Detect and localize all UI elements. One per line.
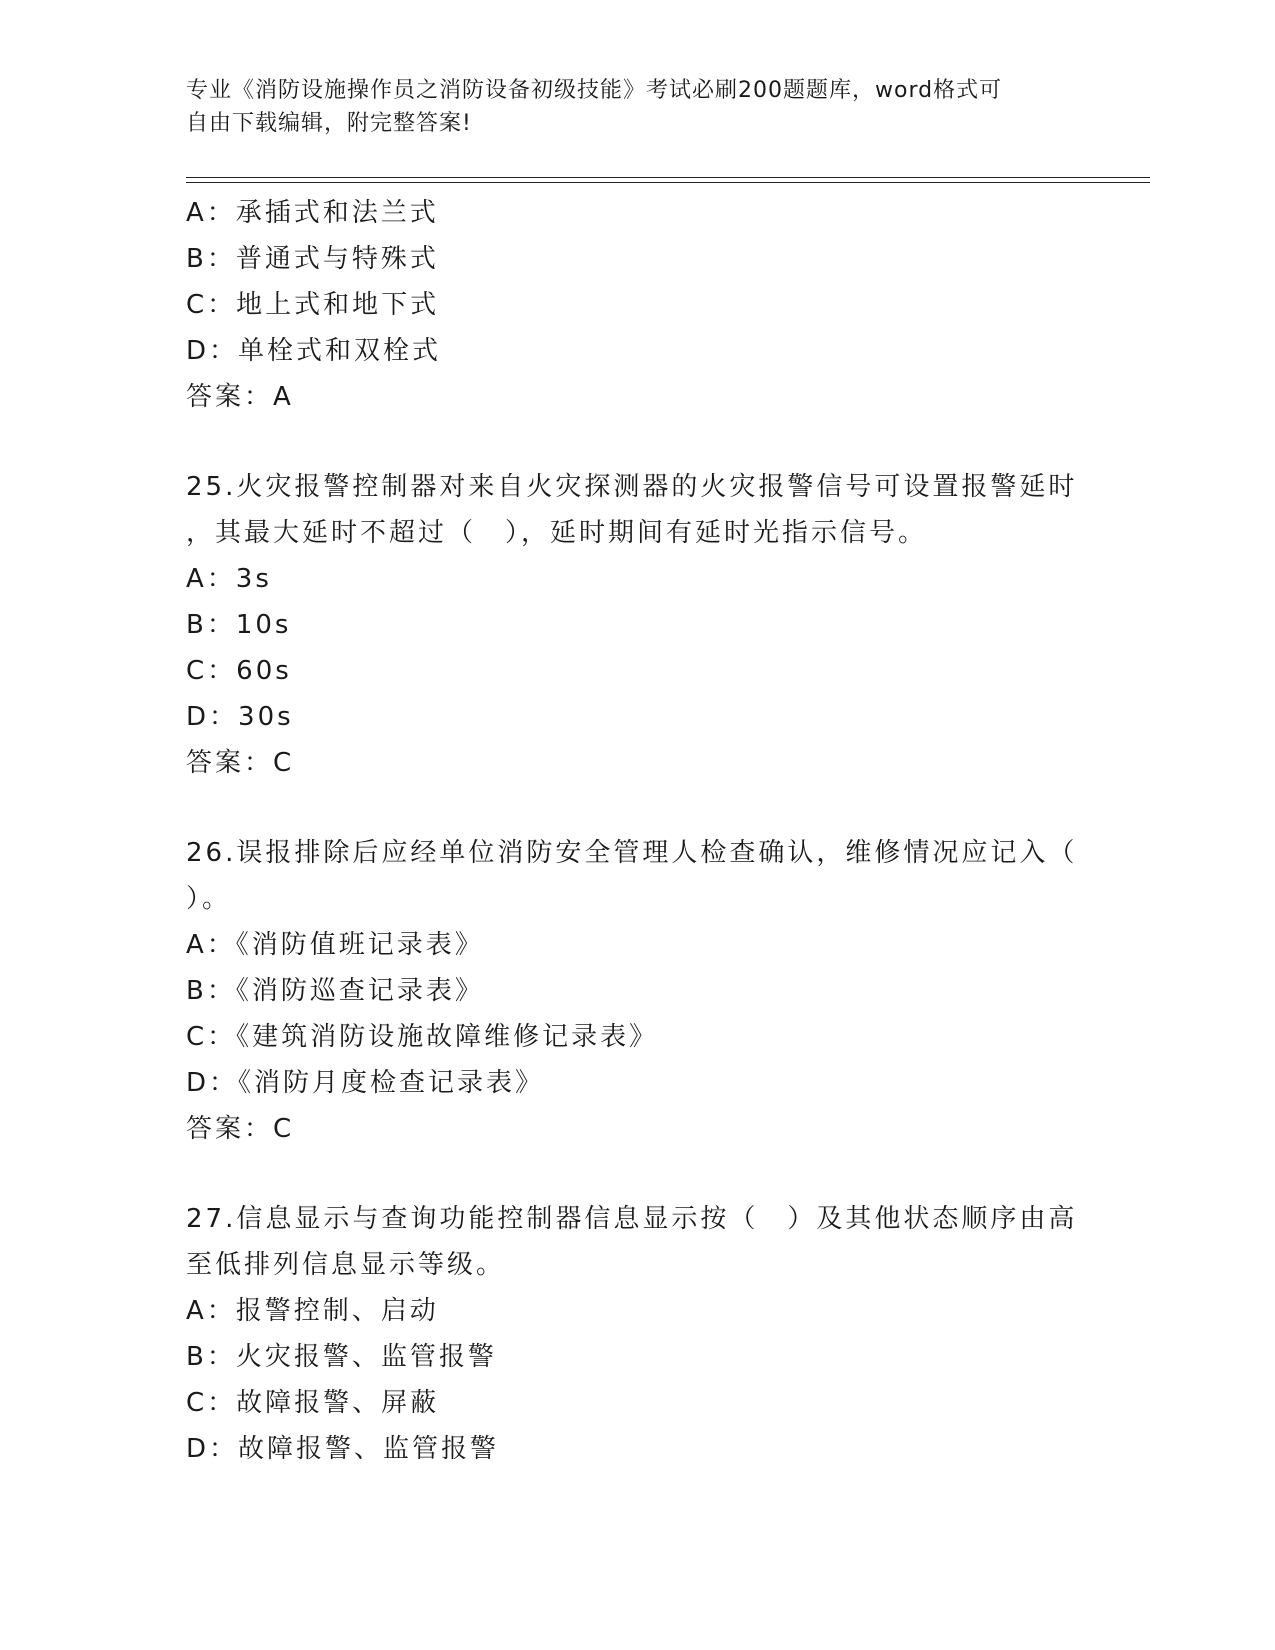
option-a: A：承插式和法兰式 [186,198,439,228]
question-24-block [186,190,1086,420]
question-text-line: ，其最大延时不超过（ ），延时期间有延时光指示信号。 [186,518,928,548]
question-26-block [186,830,1086,1152]
answer-line: 答案：C [186,1114,295,1144]
header-line-1: 专业《消防设施操作员之消防设备初级技能》考试必刷200题题库，word格式可 [186,78,1003,103]
option-d: D：故障报警、监管报警 [186,1434,500,1464]
option-a: A：《消防值班记录表》 [186,930,484,960]
option-c: C：故障报警、屏蔽 [186,1388,440,1418]
option-b: B：10s [186,610,292,640]
header-divider-bottom [186,182,1150,183]
question-text-line: 26.误报排除后应经单位消防安全管理人检查确认，维修情况应记入（ [186,838,1078,868]
option-d: D：30s [186,702,294,732]
option-c: C：地上式和地下式 [186,290,440,320]
option-b: B：《消防巡查记录表》 [186,976,484,1006]
answer-line: 答案：A [186,382,294,412]
answer-line: 答案：C [186,748,295,778]
option-a: A：3s [186,564,272,594]
question-text-line: 25.火灾报警控制器对来自火灾探测器的火灾报警信号可设置报警延时 [186,472,1078,502]
option-c: C：《建筑消防设施故障维修记录表》 [186,1022,659,1052]
option-c: C：60s [186,656,292,686]
spacer [186,1152,1086,1196]
spacer [186,786,1086,830]
question-text-line: 至低排列信息显示等级。 [186,1250,506,1280]
option-d: D：单栓式和双栓式 [186,336,442,366]
option-a: A：报警控制、启动 [186,1296,439,1326]
document-header [186,74,1086,140]
header-divider-top [186,177,1150,178]
question-text-line: 27.信息显示与查询功能控制器信息显示按（ ）及其他状态顺序由高 [186,1204,1078,1234]
question-content [186,190,1086,1472]
header-line-2: 自由下载编辑，附完整答案! [186,111,472,136]
option-d: D：《消防月度检查记录表》 [186,1068,545,1098]
question-25-block [186,464,1086,786]
option-b: B：普通式与特殊式 [186,244,439,274]
question-text-line: ）。 [186,884,232,914]
question-27-block [186,1196,1086,1472]
option-b: B：火灾报警、监管报警 [186,1342,497,1372]
spacer [186,420,1086,464]
